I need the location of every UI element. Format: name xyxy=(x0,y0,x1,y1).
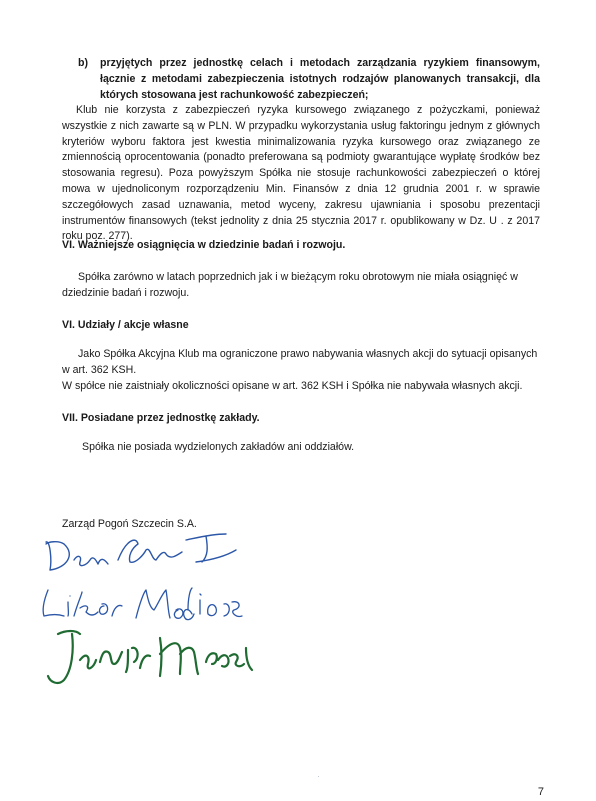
signature-3 xyxy=(48,631,252,683)
rd-paragraph: Spółka zarówno w latach poprzednich jak i w bieżącym roku obrotowym nie miała osiągnięć w dziedzinie badań i rozwoju. xyxy=(62,271,518,299)
signatures xyxy=(36,530,266,700)
signature-1 xyxy=(46,534,236,570)
board-label: Zarząd Pogoń Szczecin S.A. xyxy=(62,518,197,530)
branches-paragraph: Spółka nie posiada wydzielonych zakładów ani oddziałów. xyxy=(82,441,355,453)
shares-paragraph-2: W spółce nie zaistniały okoliczności opisane w art. 362 KSH i Spółka nie nabywała własnych akcji. xyxy=(62,380,523,392)
list-item-b xyxy=(78,56,540,103)
scan-speck xyxy=(318,776,319,777)
list-marker: b) xyxy=(78,57,88,69)
shares-paragraph-1: Jako Spółka Akcyjna Klub ma ograniczone prawo nabywania własnych akcji do sytuacji opisanych w art. 362 KSH. xyxy=(62,348,538,376)
section-heading-branches: VII. Posiadane przez jednostkę zakłady. xyxy=(62,412,260,424)
signature-2 xyxy=(43,588,242,620)
section-heading-rd: VI. Ważniejsze osiągnięcia w dziedzinie badań i rozwoju. xyxy=(62,239,346,251)
list-item-text: przyjętych przez jednostkę celach i metodach zarządzania ryzykiem finansowym, łącznie z metodami zabezpieczenia istotnych rodzajów planowanych transakcji, dla których stosowana jest rachunkowość zabezpieczeń; xyxy=(100,57,540,101)
hedging-paragraph: Klub nie korzysta z zabezpieczeń ryzyka kursowego związanego z pożyczkami, ponieważ wszystkie z nich zawarte są w PLN. W przypadku wykorzystania usług faktoringu jednym z głównych kryteriów wyboru faktora jest kwestia minimalizowania ryzyka kursowego oraz związanego ze zmiennością oprocentowania (ponadto preferowana są podmioty gwarantujące wypłatę środków bez stosowania regresu). Poza powyższym Spółka nie stosuje rachunkowości zabezpieczeń o której mowa w ujednoliconym rozporządzeniu Min. Finansów z dnia 12 grudnia 2001 r. w sprawie szczegółowych zasad uznawania, metod wyceny, zakresu ujawniania i sposobu prezentacji instrumentów finansowych (tekst jednolity z dnia 25 stycznia 2017 r. opublikowany w Dz. U . z 2017 roku poz. 277). xyxy=(62,104,540,243)
page-number: 7 xyxy=(537,786,544,798)
section-heading-shares: VI. Udziały / akcje własne xyxy=(62,319,189,331)
